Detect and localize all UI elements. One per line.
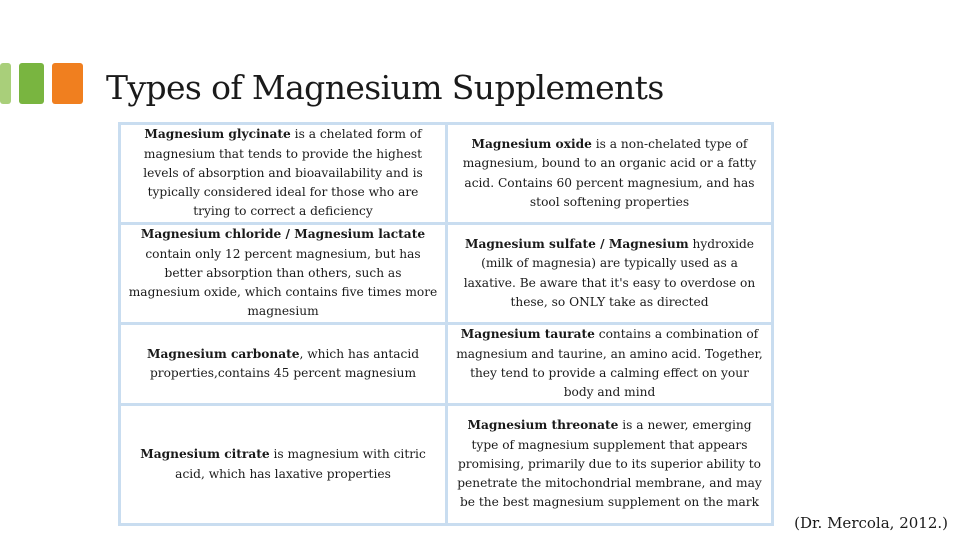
cell-carbonate (118, 322, 448, 406)
supplement-name: Magnesium taurate (460, 327, 595, 342)
supplement-description: is magnesium with citric acid, which has laxative properties (175, 447, 426, 481)
supplement-name: Magnesium oxide (471, 136, 592, 151)
supplement-description: is a chelated form of magnesium that tends to provide the highest levels of absorption and bioavailability and is typically considered ideal for those who are trying to correct a deficiency (143, 127, 423, 219)
supplement-description: contain only 12 percent magnesium, but has better absorption than others, such as magnesium oxide, which contains five times more magnesium (128, 246, 438, 319)
cell-taurate (445, 322, 774, 406)
accent-bar-light-green (0, 63, 11, 104)
supplement-name: Magnesium glycinate (144, 127, 291, 142)
supplement-description: is a non-chelated type of magnesium, bound to an organic acid or a fatty acid. Contains 60 percent magnesium, and has stool softening properties (462, 136, 757, 209)
supplement-table (118, 122, 774, 526)
cell-sulfate-hydroxide (445, 222, 774, 325)
supplement-name: Magnesium citrate (140, 447, 270, 462)
cell-citrate (118, 403, 448, 526)
citation: (Dr. Mercola, 2012.) (794, 514, 948, 532)
supplement-name: Magnesium sulfate / Magnesium (465, 236, 689, 251)
supplement-description: is a newer, emerging type of magnesium supplement that appears promising, primarily due to its superior ability to penetrate the mitochondrial membrane, and may be the best magnesium supplement on the mark (457, 418, 762, 510)
accent-bar-orange (52, 63, 83, 104)
supplement-description: , which has antacid properties,contains 45 percent magnesium (149, 346, 420, 380)
cell-oxide (445, 122, 774, 225)
supplement-name: Magnesium threonate (467, 418, 619, 433)
slide-title: Types of Magnesium Supplements (106, 68, 664, 107)
cell-glycinate (118, 122, 448, 225)
supplement-description: hydroxide (milk of magnesia) are typically used as a laxative. Be aware that it's easy to overdose on these, so ONLY take as directed (463, 236, 756, 309)
supplement-name: Magnesium chloride / Magnesium lactate (140, 227, 426, 242)
cell-chloride-lactate (118, 222, 448, 325)
supplement-name: Magnesium carbonate (146, 346, 300, 361)
cell-threonate (445, 403, 774, 526)
accent-bar-green (19, 63, 44, 104)
supplement-description: contains a combination of magnesium and taurine, an amino acid. Together, they tend to provide a calming effect on your body and mind (456, 327, 763, 400)
